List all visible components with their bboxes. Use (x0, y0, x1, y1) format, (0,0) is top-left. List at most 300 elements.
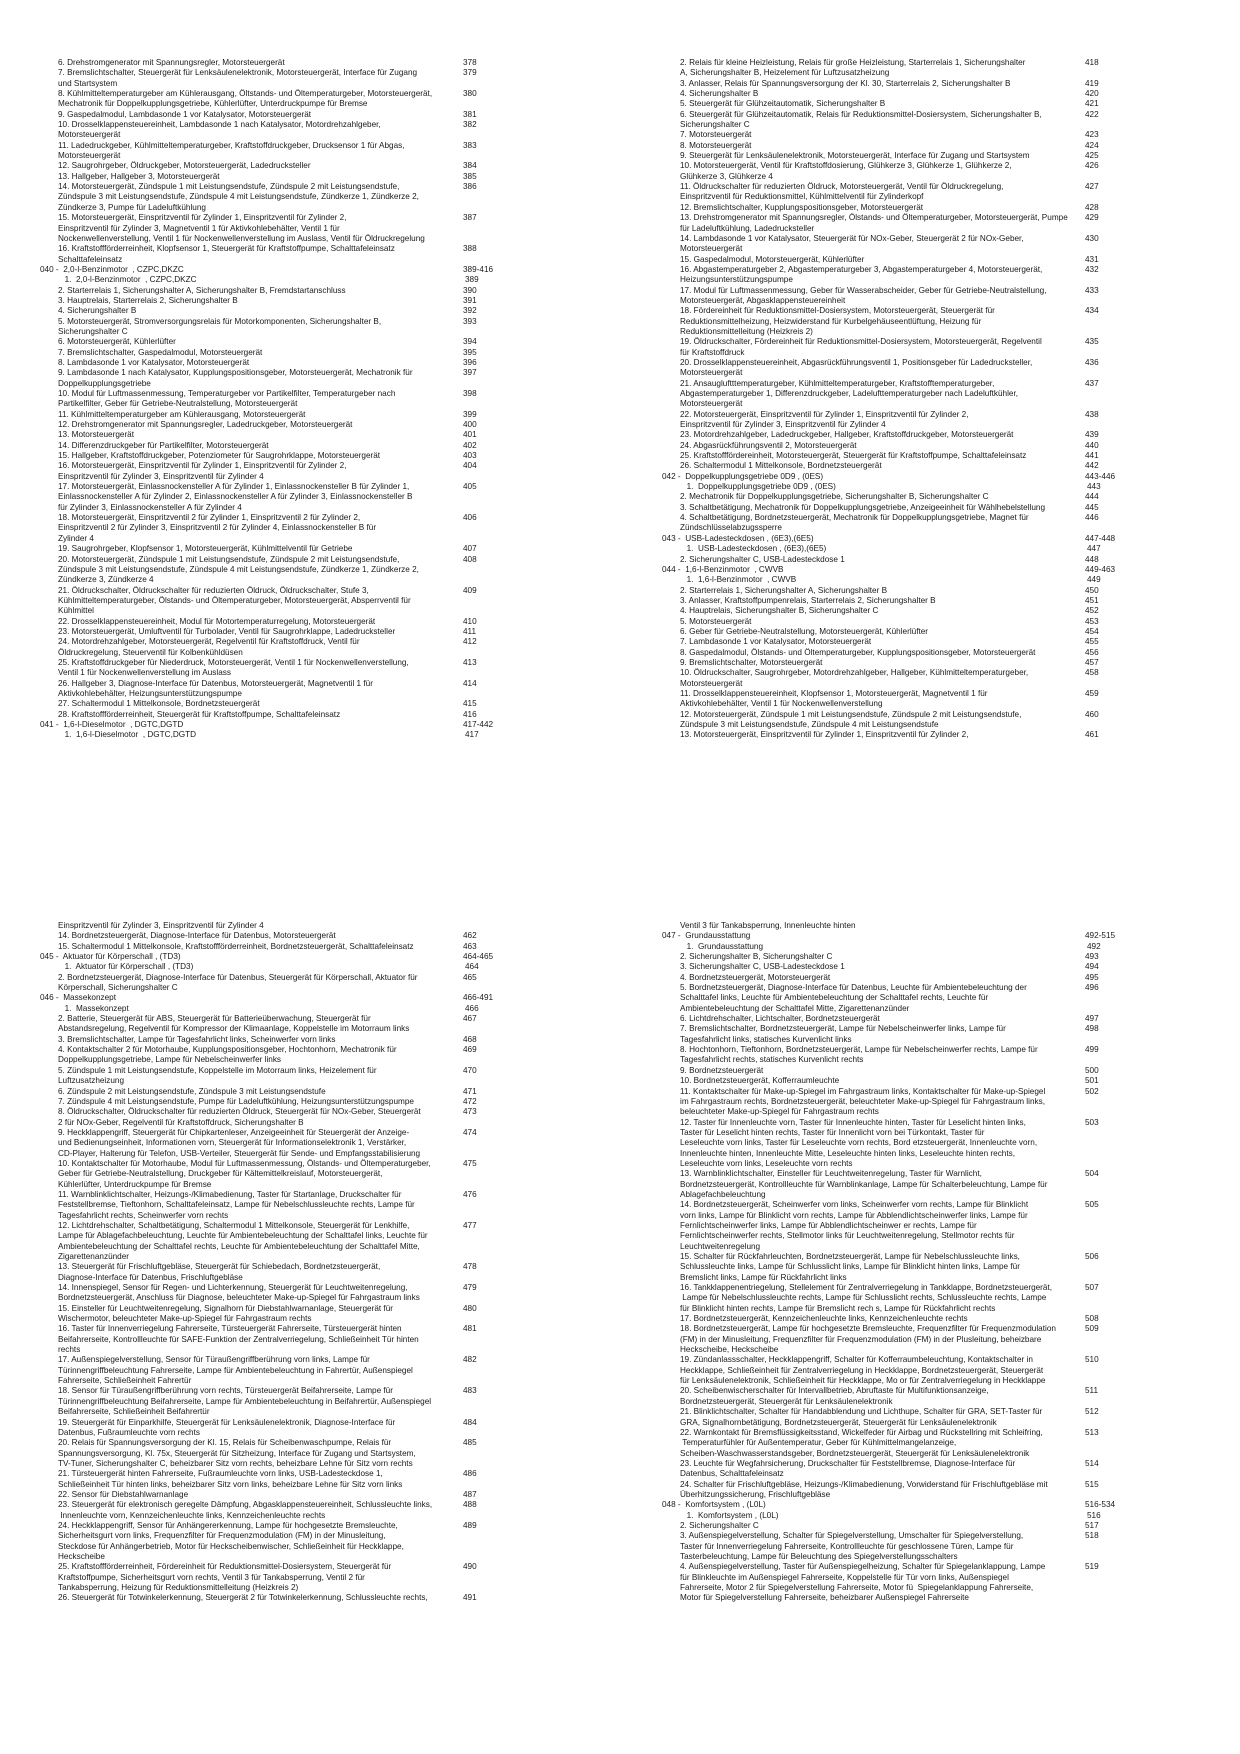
page-number: 500 (1085, 1065, 1099, 1075)
index-entry-row (680, 1562, 1140, 1572)
index-entry-row (58, 617, 518, 627)
index-entry-row (58, 1252, 518, 1262)
page-number: 420 (1085, 89, 1099, 99)
page-number: 432 (1085, 264, 1099, 274)
page-number: 442 (1085, 461, 1099, 471)
index-entry-row (58, 1480, 518, 1490)
entry-text: Heizungsunterstützungspumpe (680, 275, 793, 285)
index-entry-row (58, 679, 518, 689)
page-number: 392 (463, 306, 477, 316)
index-entry-row (58, 1262, 518, 1272)
entry-text: Tankabsperrung, Heizung für Reduktionsmittelleitung (Heizkreis 2) (58, 1583, 299, 1592)
page-number (1085, 317, 1140, 327)
page-number (463, 921, 518, 931)
page-number: 480 (463, 1303, 477, 1313)
section-heading-row (40, 264, 518, 275)
page-number (1085, 1231, 1140, 1241)
index-entry-row (58, 451, 518, 461)
index-entry-row (680, 1593, 1140, 1603)
entry-text: Spannungsversorgung, Kl. 75x, Steuergerät für Sitzheizung, Interface für Zugang und Startsystem, (58, 1448, 416, 1458)
entry-text: Türinnengriffbeleuchtung Fahrerseite, Lampe für Ambientebeleuchtung in Fahrertür, Außenspiegel (58, 1365, 413, 1375)
page-number: 509 (1085, 1324, 1099, 1334)
entry-text: Einlassnockensteller A für Zylinder 2, Einlassnockensteller A für Zylinder 3, Einlassnockensteller B (58, 492, 413, 502)
index-entry-row (58, 668, 518, 678)
page-number (1085, 1418, 1140, 1428)
index-entry-row (58, 606, 518, 616)
page-number: 422 (1085, 109, 1099, 119)
page-number: 462 (463, 931, 477, 941)
page-number (463, 1211, 518, 1221)
entry-text: Zündkerze 3, Pumpe für Ladeluftkühlung (58, 202, 206, 212)
page-number: 515 (1085, 1479, 1099, 1489)
entry-text: für Ladeluftkühlung, Ladedrucksteller (680, 223, 815, 233)
index-entry-row (680, 1552, 1140, 1562)
index-entry-row (680, 1055, 1140, 1065)
index-entry-row (680, 161, 1140, 171)
entry-text: 16. Abgastemperaturgeber 2, Abgastemperaturgeber 3, Abgastemperaturgeber 4, Motorsteuergerät, (680, 264, 1043, 274)
entry-text: 15. Schalter für Rückfahrleuchten, Bordnetzsteuergerät, Lampe für Nebelschlussleuchte links, (680, 1252, 1020, 1261)
index-entry-row (680, 1262, 1140, 1272)
section-title: 047 - Grundausstattung (662, 931, 751, 941)
entry-text: 18. Fördereinheit für Reduktionsmittel-Dosiersystem, Motorsteuergerät, Steuergerät für (680, 306, 995, 316)
entry-text: Schlussleuchte links, Lampe für Schlusslicht links, Lampe für Blinklicht hinten links, Lampe für (680, 1262, 1020, 1272)
index-entry-row (58, 1366, 518, 1376)
entry-text: Leseleuchte vorn links, Leseleuchte vorn rechts (680, 1158, 853, 1168)
page-number: 417 (465, 730, 479, 740)
page-number (463, 224, 518, 234)
page-number: 396 (463, 357, 477, 367)
page-number (463, 1459, 518, 1469)
index-entry-row (680, 379, 1140, 389)
page-number: 418 (1085, 58, 1099, 67)
entry-text: 27. Schaltermodul 1 Mittelkonsole, Bordnetzsteuergerät (58, 699, 260, 709)
entry-text: Doppelkupplungsgetriebe (58, 378, 151, 388)
index-entry-row (58, 637, 518, 647)
index-entry-row (58, 110, 518, 120)
index-entry-row (58, 523, 518, 533)
entry-text: Doppelkupplungsgetriebe, Lampe für Nebelscheinwerfer links (58, 1055, 282, 1065)
index-entry-row (58, 1014, 518, 1024)
entry-text: Nockenwellenverstellung, Ventil 1 für Nockenwellenverstellung im Auslass, Ventil für Öldruckregelung (58, 233, 425, 243)
entry-text: Motorsteuergerät (58, 151, 121, 161)
page-number (463, 1180, 518, 1190)
entry-text: Motorsteuergerät (680, 368, 743, 378)
page-number: 381 (463, 109, 477, 119)
page-number: 430 (1085, 233, 1099, 243)
entry-text: Schließeinheit Tür hinten links, beheizbarer Sitz vorn links, beheizbare Lehne für Sitz vorn links (58, 1479, 403, 1489)
index-entry-row (680, 513, 1140, 523)
section-heading-row (662, 564, 1140, 575)
entry-text: 6. Lichtdrehschalter, Lichtschalter, Bordnetzsteuergerät (680, 1014, 880, 1024)
entry-text: Zündspule 3 mit Leistungsendstufe, Zündspule 4 mit Leistungsendstufe, Zündkerze 1, Zündkerze 2, (58, 564, 419, 574)
page-number: 461 (1085, 730, 1099, 740)
entry-text: 26. Hallgeber 3, Diagnose-Interface für Datenbus, Motorsteuergerät, Magnetventil 1 für (58, 678, 373, 688)
page-number: 450 (1085, 585, 1099, 595)
page-number (463, 689, 518, 699)
page-number (463, 1118, 518, 1128)
page-number (1085, 1180, 1140, 1190)
entry-text: 15. Schaltermodul 1 Mittelkonsole, Kraftstoffförderreinheit, Bordnetzsteuergerät, Schalttafeleinsatz (58, 941, 414, 951)
page-number (463, 1397, 518, 1407)
entry-text: 7. Motorsteuergerät (680, 130, 752, 140)
page-number (1085, 368, 1140, 378)
index-entry-row (58, 1221, 518, 1231)
page-number: 496 (1085, 983, 1099, 993)
entry-text: Öldruckregelung, Steuerventil für Kolbenkühldüsen (58, 647, 243, 657)
index-entry-row (58, 658, 518, 668)
entry-text: 3. Bremslichtschalter, Lampe für Tagesfahrlicht links, Scheinwerfer vorn links (58, 1034, 336, 1044)
index-entry-row (58, 1418, 518, 1428)
page-number (1085, 1107, 1140, 1117)
index-entry-row (58, 1500, 518, 1510)
entry-text: A, Sicherungshalter B, Heizelement für Luftzusatzheizung (680, 68, 890, 78)
page-number (1085, 921, 1140, 931)
entry-text: Temperaturfühler für Außentemperatur, Geber für Kühlmittelmangelanzeige, (680, 1438, 957, 1448)
page-number: 389-416 (463, 264, 494, 274)
index-entry-row (680, 1304, 1140, 1314)
page-number (1085, 172, 1140, 182)
page-number: 443-446 (1085, 471, 1116, 481)
entry-text: Bordnetzsteuergerät, Kontrollleuchte für Warnblinkanlage, Lampe für Schalterbeleuchtung, Lampe für (680, 1179, 1048, 1189)
page-number: 424 (1085, 140, 1099, 150)
entry-text: 10. Öldruckschalter, Saugrohrgeber, Motordrehzahlgeber, Hallgeber, Kühlmitteltemperaturgeber, (680, 668, 1029, 678)
page-number: 416 (463, 709, 477, 719)
entry-text: Motorsteuergerät (680, 399, 743, 409)
entry-text: für Lenksäulenelektronik, Schließeinheit für Heckklappe, Mo or für Zentralverriegelung in Heckklappe (680, 1376, 1046, 1386)
index-entry-row (58, 1335, 518, 1345)
index-entry-row (58, 973, 518, 983)
index-entry-row (680, 110, 1140, 120)
entry-text: TV-Tuner, Sicherungshalter C, beheizbarer Sitz vorn rechts, beheizbare Lehne für Sitz vorn rechts (58, 1458, 413, 1468)
index-entry-row (58, 1397, 518, 1407)
entry-text: Leseleuchte vorn links, Taster für Leseleuchte vorn rechts, Bord etzsteuergerät, Innenleuchte vorn, (680, 1138, 1038, 1148)
page-number (463, 1138, 518, 1148)
index-entry-row (680, 1428, 1140, 1438)
page-number: 494 (1085, 962, 1099, 972)
index-entry-row (680, 255, 1140, 265)
index-entry-row (58, 627, 518, 637)
section-heading-row (662, 931, 1140, 941)
page-number: 417-442 (463, 720, 494, 729)
index-entry-row (58, 327, 518, 337)
page-number (1085, 1573, 1140, 1583)
page-number: 383 (463, 140, 477, 150)
index-entry-row (680, 368, 1140, 378)
entry-text: für Zylinder 3, Einlassnockensteller A für Zylinder 4 (58, 502, 242, 512)
page-number: 488 (463, 1500, 477, 1510)
entry-text: 21. Öldruckschalter, Öldruckschalter für reduzierten Öldruck, Öldruckschalter, Stufe 3, (58, 585, 369, 595)
page-number (1085, 1397, 1140, 1407)
entry-text: Einspritzventil 2 für Zylinder 3, Einspritzventil 2 für Zylinder 4, Einlassnockensteller B für (58, 523, 377, 533)
section-heading-row (40, 993, 518, 1003)
entry-text: Reduktionsmittelleitung (Heizkreis 2) (680, 326, 813, 336)
page-number: 484 (463, 1417, 477, 1427)
page-number: 476 (463, 1189, 477, 1199)
entry-text: Innenleuchte vorn, Kennzeichenleuchte links, Kennzeichenleuchte rechts (58, 1510, 326, 1520)
index-entry-row (58, 68, 518, 78)
index-entry-row (680, 1407, 1140, 1417)
index-entry-row (58, 224, 518, 234)
index-entry-row (58, 962, 518, 972)
index-entry-row (680, 586, 1140, 596)
entry-text: 4. Schaltbetätigung, Bordnetzsteuergerät, Mechatronik für Doppelkupplungsgetriebe, Magnet für (680, 513, 1029, 523)
index-entry-row (680, 1490, 1140, 1500)
entry-text: 17. Bordnetzsteuergerät, Kennzeichenleuchte links, Kennzeichenleuchte rechts (680, 1314, 968, 1324)
entry-text: 2. Bordnetzsteuergerät, Diagnose-Interface für Datenbus, Steuergerät für Körperschall, Aktuator für (58, 972, 418, 982)
index-entry-row (58, 389, 518, 399)
index-quadrant-bottom-left (40, 921, 518, 1604)
index-entry-row (58, 931, 518, 941)
page-number: 507 (1085, 1283, 1099, 1293)
index-entry-row (680, 627, 1140, 637)
index-entry-row (58, 234, 518, 244)
index-entry-row (680, 1345, 1140, 1355)
entry-text: Leuchtweitenregelung (680, 1241, 761, 1251)
entry-text: 15. Hallgeber, Kraftstoffdruckgeber, Potenziometer für Saugrohrklappe, Motorsteuergerät (58, 451, 381, 461)
entry-text: Schalttafeleinsatz (58, 254, 123, 264)
page-number (463, 379, 518, 389)
page-number (1085, 1469, 1140, 1479)
index-entry-row (58, 730, 518, 740)
page-number: 406 (463, 513, 477, 523)
page-number: 428 (1085, 202, 1099, 212)
page-number (463, 1169, 518, 1179)
page-number (1085, 1593, 1140, 1603)
index-entry-row (58, 1583, 518, 1593)
entry-text: 11. Öldruckschalter für reduzierten Öldruck, Motorsteuergerät, Ventil für Öldruckregelung, (680, 182, 1004, 192)
page-number: 459 (1085, 688, 1099, 698)
page-number: 449 (1087, 575, 1101, 585)
entry-text: 7. Lambdasonde 1 vor Katalysator, Motorsteuergerät (680, 637, 872, 647)
entry-text: 2. Sicherungshalter B, Sicherungshalter C (680, 952, 833, 962)
index-entry-row (680, 1180, 1140, 1190)
index-entry-row (680, 1480, 1140, 1490)
entry-text: 5. Motorsteuergerät, Stromversorgungsrelais für Motorkomponenten, Sicherungshalter B, (58, 316, 382, 326)
entry-text: Diagnose-Interface für Datenbus, Frischluftgebläse (58, 1272, 243, 1282)
index-quadrant-bottom-right (662, 921, 1140, 1604)
index-entry-row (58, 151, 518, 161)
entry-text: 23. Steuergerät für elektronisch geregelte Dämpfung, Abgasklappensteuereinheit, Schlussleuchte links, (58, 1500, 433, 1510)
page-number (463, 1293, 518, 1303)
page-number (463, 1076, 518, 1086)
index-entry-row (680, 99, 1140, 109)
page-number (1085, 523, 1140, 533)
page-number: 438 (1085, 409, 1099, 419)
page-number: 393 (463, 316, 477, 326)
entry-text: Motorsteuergerät (680, 244, 743, 254)
entry-text: 9. Gaspedalmodul, Lambdasonde 1 vor Katalysator, Motorsteuergerät (58, 109, 312, 119)
index-entry-row (680, 555, 1140, 565)
entry-text: 3. Hauptrelais, Starterrelais 2, Sicherungshalter B (58, 295, 238, 305)
entry-text: Motor für Spiegelverstellung Fahrerseite, beheizbarer Außenspiegel Fahrerseite (680, 1593, 969, 1603)
entry-text: 8. Motorsteuergerät (680, 140, 752, 150)
index-entry-row (58, 1055, 518, 1065)
page-number (1085, 1055, 1140, 1065)
entry-text: 9. Steuergerät für Lenksäulenelektronik, Motorsteuergerät, Interface für Zugang und Startsystem (680, 151, 1030, 161)
page-number: 414 (463, 678, 477, 688)
entry-text: für Kraftstoffdruck (680, 347, 745, 357)
page-number: 516 (1087, 1510, 1101, 1520)
entry-text: Sicherungshalter C (680, 120, 750, 130)
entry-text: 6. Zündspule 2 mit Leistungsendstufe, Zündspule 3 mit Leistungsendstufe (58, 1086, 326, 1096)
page-number: 404 (463, 461, 477, 471)
section-title: 043 - USB-Ladesteckdosen , (6E3),(6E5) (662, 533, 814, 543)
entry-text: 4. Sicherungshalter B (680, 89, 759, 99)
entry-text: Feststellbremse, Tieftonhorn, Schalttafeleinsatz, Lampe für Nebelschlussleuchte rechts, Lampe für (58, 1200, 415, 1210)
page-number: 410 (463, 616, 477, 626)
entry-text: 20. Relais für Spannungsversorgung der Kl. 15, Relais für Scheibenwaschpumpe, Relais für (58, 1438, 392, 1448)
entry-text: 17. Motorsteuergerät, Einlassnockensteller A für Zylinder 1, Einlassnockensteller B für Zylinder 1, (58, 482, 410, 492)
index-entry-row (58, 1004, 518, 1014)
index-entry-row (58, 942, 518, 952)
entry-text: Überhitzungssicherung, Frischluftgebläse (680, 1489, 831, 1499)
page-number: 446 (1085, 513, 1099, 523)
page-number: 453 (1085, 616, 1099, 626)
index-entry-row (680, 337, 1140, 347)
index-entry-row (58, 172, 518, 182)
index-entry-row (680, 1138, 1140, 1148)
index-entry-row (680, 120, 1140, 130)
page-number: 511 (1085, 1386, 1099, 1396)
page-number (463, 523, 518, 533)
page-number (1085, 389, 1140, 399)
index-entry-row (680, 1004, 1140, 1014)
index-entry-row (680, 441, 1140, 451)
entry-text: 10. Bordnetzsteuergerät, Kofferraumleuchte (680, 1076, 840, 1086)
page-number: 506 (1085, 1252, 1099, 1261)
page-number: 395 (463, 347, 477, 357)
page-number: 508 (1085, 1314, 1099, 1324)
index-entry-row (680, 1200, 1140, 1210)
index-entry-row (680, 79, 1140, 89)
entry-text: Partikelfilter, Geber für Getriebe-Neutralstellung, Motorsteuergerät (58, 399, 298, 409)
index-entry-row (680, 1252, 1140, 1262)
entry-text: 16. Tankklappenentriegelung, Stellelement für Zentralverriegelung in Tankklappe, Bordnetzsteuergerät, (680, 1283, 1053, 1293)
index-entry-row (680, 637, 1140, 647)
page-number (463, 79, 518, 89)
page-number: 498 (1085, 1024, 1099, 1034)
page-number: 493 (1085, 952, 1099, 962)
entry-text: 14. Differenzdruckgeber für Partikelfilter, Motorsteuergerät (58, 440, 269, 450)
index-quadrant-top-left (40, 58, 518, 741)
index-entry-row (680, 1118, 1140, 1128)
index-entry-row (680, 1149, 1140, 1159)
index-entry-row (680, 1573, 1140, 1583)
entry-text: 13. Motorsteuergerät (58, 430, 135, 440)
entry-text: 12. Motorsteuergerät, Zündspule 1 mit Leistungsendstufe, Zündspule 2 mit Leistungsendstufe, (680, 709, 1022, 719)
index-entry-row (680, 1511, 1140, 1521)
index-entry-row (58, 430, 518, 440)
index-entry-row (58, 1386, 518, 1396)
entry-text: Kraftstoffpumpe, Sicherheitsgurt vorn rechts, Ventil 3 für Tankabsperrung, Ventil 2 für (58, 1572, 365, 1582)
index-entry-row (58, 921, 518, 931)
entry-text: 1. 1,6-l-Dieselmotor , DGTC,DGTD (60, 730, 197, 740)
index-entry-row (680, 1087, 1140, 1097)
page-number: 463 (463, 941, 477, 951)
entry-text: 2. Batterie, Steuergerät für ABS, Steuergerät für Batterieüberwachung, Steuergerät für (58, 1014, 371, 1024)
page-number (463, 1366, 518, 1376)
entry-text: 22. Motorsteuergerät, Einspritzventil für Zylinder 1, Einspritzventil für Zylinder 2, (680, 409, 969, 419)
page-number (1085, 1345, 1140, 1355)
index-entry-row (58, 337, 518, 347)
page-number: 466 (465, 1003, 479, 1013)
page-number (463, 99, 518, 109)
entry-text: 10. Motorsteuergerät, Ventil für Kraftstoffdosierung, Glühkerze 3, Glühkerze 1, Glühkerze 2, (680, 161, 1012, 171)
page-number: 433 (1085, 285, 1099, 295)
entry-text: Reduktionsmittelheizung, Heizwiderstand für Kurbelgehäuseentlüftung, Heizung für (680, 316, 982, 326)
entry-text: 12. Lichtdrehschalter, Schaltbetätigung, Schaltermodul 1 Mittelkonsole, Steuergerät für Lenkhilfe, (58, 1220, 410, 1230)
entry-text: Zündschlüsselabzugssperre (680, 523, 782, 533)
page-number (463, 234, 518, 244)
entry-text: 5. Steuergerät für Glühzeitautomatik, Sicherungshalter B (680, 99, 886, 109)
index-entry-row (680, 192, 1140, 202)
entry-text: 22. Warnkontakt für Bremsflüssigkeitsstand, Wickelfeder für Airbag und Rückstellring mit Schleifring, (680, 1427, 1043, 1437)
entry-text: Zündspule 3 mit Leistungsendstufe, Zündspule 4 mit Leistungsendstufe, Zündkerze 1, Zündkerze 2, (58, 192, 419, 202)
section-heading-row (662, 533, 1140, 544)
entry-text: 14. Motorsteuergerät, Zündspule 1 mit Leistungsendstufe, Zündspule 2 mit Leistungsendstufe, (58, 182, 400, 192)
entry-text: Körperschall, Sicherungshalter C (58, 983, 178, 993)
entry-text: 1. 1,6-l-Benzinmotor , CWVB (682, 575, 797, 585)
index-entry-row (680, 1221, 1140, 1231)
entry-text: 11. Ladedruckgeber, Kühlmitteltemperaturgeber, Kraftstoffdruckgeber, Drucksensor 1 für Abgas, (58, 140, 405, 150)
index-entry-row (680, 1418, 1140, 1428)
page-number: 452 (1085, 606, 1099, 616)
page-number: 497 (1085, 1014, 1099, 1024)
index-entry-row (58, 710, 518, 720)
page-number (1085, 1304, 1140, 1314)
entry-text: 21. Ansaugluftttemperaturgeber, Kühlmitteltemperaturgeber, Kraftstofftemperaturgeber, (680, 378, 995, 388)
index-entry-row (58, 1231, 518, 1241)
entry-text: Ambientebeleuchtung der Schalttafel Mitte, Zigarettenanzünder (680, 1003, 910, 1013)
index-entry-row (680, 617, 1140, 627)
index-entry-row (680, 172, 1140, 182)
entry-text: 1. Komfortsystem , (L0L) (682, 1510, 779, 1520)
entry-text: Ambientebeleuchtung der Schalttafel rechts, Leuchte für Ambientebeleuchtung der Schalttafel Mitte, (58, 1241, 420, 1251)
page-number: 390 (463, 285, 477, 295)
page-number (463, 1273, 518, 1283)
entry-text: 25. Kraftstoffförderreinheit, Fördereinheit für Reduktionsmittel-Dosiersystem, Steuergerät für (58, 1562, 392, 1572)
page-number (463, 1242, 518, 1252)
entry-text: 24. Heckklappengriff, Sensor für Anhängererkennung, Lampe für hochgesetzte Bremsleuchte, (58, 1520, 398, 1530)
entry-text: Einspritzventil für Reduktionsmittel, Kühlmittelventil für Zylinderkopf (680, 192, 924, 202)
page-number: 491 (463, 1593, 477, 1603)
entry-text: 23. Motordrehzahlgeber, Ladedruckgeber, Hallgeber, Kraftstoffdruckgeber, Motorsteuergerät (680, 430, 1014, 440)
entry-text: 5. Bordnetzsteuergerät, Diagnose-Interface für Datenbus, Leuchte für Ambientebeleuchtung der (680, 983, 1027, 993)
page-number: 435 (1085, 337, 1099, 347)
index-entry-row (58, 596, 518, 606)
index-entry-row (680, 1283, 1140, 1293)
page-number: 512 (1085, 1407, 1099, 1417)
entry-text: 13. Motorsteuergerät, Einspritzventil für Zylinder 1, Einspritzventil für Zylinder 2, (680, 730, 969, 740)
entry-text: 3. Anlasser, Relais für Spannungsversorgung der Kl. 30, Starterrelais 2, Sicherungshalter B (680, 78, 1011, 88)
entry-text: 11. Warnblinklichtschalter, Heizungs-/Klimabedienung, Taster für Startanlage, Druckschalter für (58, 1189, 402, 1199)
page-number: 385 (463, 171, 477, 181)
index-entry-row (680, 1097, 1140, 1107)
entry-text: 4. Hauptrelais, Sicherungshalter B, Sicherungshalter C (680, 606, 879, 616)
page-number: 434 (1085, 306, 1099, 316)
index-entry-row (58, 348, 518, 358)
index-entry-row (58, 1024, 518, 1034)
index-entry-row (680, 213, 1140, 223)
entry-text: 21. Türsteuergerät hinten Fahrerseite, Fußraumleuchte vorn links, USB-Ladesteckdose 1, (58, 1469, 383, 1479)
entry-text: Kühlmitteltemperaturgeber, Ölstands- und Öltemperaturgeber, Motorsteuergerät, Absperrventil für (58, 595, 411, 605)
page-number (1085, 1097, 1140, 1107)
page-number (1085, 1221, 1140, 1231)
entry-text: 5. Motorsteuergerät (680, 616, 752, 626)
page-number (463, 1428, 518, 1438)
entry-text: 23. Motorsteuergerät, Umluftventil für Turbolader, Ventil für Saugrohrklappe, Ladedrucksteller (58, 626, 396, 636)
entry-text: 4. Außenspiegelverstellung, Taster für Außenspiegelheizung, Schalter für Spiegelanklappung, Lampe (680, 1562, 1046, 1572)
